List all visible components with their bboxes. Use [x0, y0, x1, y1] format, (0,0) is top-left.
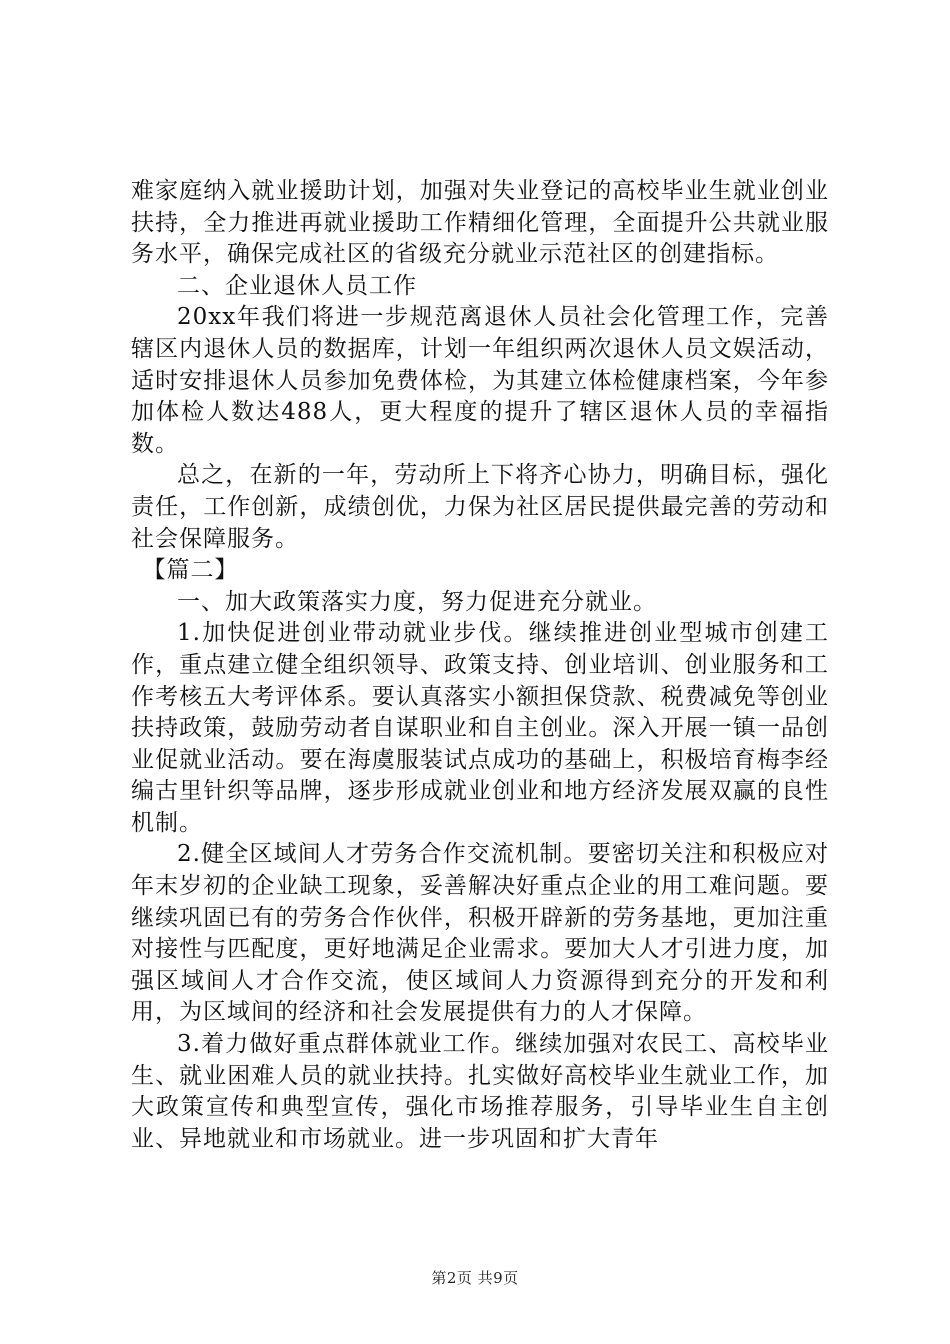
chapter-heading: 【篇二】: [142, 557, 239, 584]
paragraph-summary: 总之，在新的一年，劳动所上下将齐心协力，明确目标，强化责任，工作创新，成绩创优，力保为社区居民提供最完善的劳动和社会保障服务。: [131, 462, 829, 552]
section-heading-retirees: 二、企业退休人员工作: [177, 272, 417, 299]
document-body: [131, 176, 829, 1155]
section-heading-policy: 一、加大政策落实力度，努力促进充分就业。: [177, 588, 657, 615]
paragraph-1: 难家庭纳入就业援助计划，加强对失业登记的高校毕业生就业创业扶持，全力推进再就业援助工作精细化管理，全面提升公共就业服务水平，确保完成社区的省级充分就业示范社区的创建指标。: [131, 178, 829, 268]
page-footer: 第2页 共9页: [431, 1269, 519, 1287]
paragraph-item-3: 3.着力做好重点群体就业工作。继续加强对农民工、高校毕业生、就业困难人员的就业扶持。扎实做好高校毕业生就业工作，加大政策宣传和典型宣传，强化市场推荐服务，引导毕业生自主创业、异地就业和市场就业。进一步巩固和扩大青年: [131, 1031, 829, 1152]
paragraph-item-2: 2.健全区域间人才劳务合作交流机制。要密切关注和积极应对年末岁初的企业缺工现象，妥善解决好重点企业的用工难问题。要继续巩固已有的劳务合作伙伴，积极开辟新的劳务基地，更加注重对接性与匹配度，更好地满足企业需求。要加大人才引进力度，加强区域间人才合作交流，使区域间人力资源得到充分的开发和利用，为区域间的经济和社会发展提供有力的人才保障。: [131, 841, 829, 1026]
paragraph-item-1: 1.加快促进创业带动就业步伐。继续推进创业型城市创建工作，重点建立健全组织领导、政策支持、创业培训、创业服务和工作考核五大考评体系。要认真落实小额担保贷款、税费减免等创业扶持政策，鼓励劳动者自谋职业和自主创业。深入开展一镇一品创业促就业活动。要在海虞服装试点成功的基础上，积极培育梅李经编古里针织等品牌，逐步形成就业创业和地方经济发展双赢的良性机制。: [131, 620, 829, 836]
paragraph-retirees: 20xx年我们将进一步规范离退休人员社会化管理工作，完善辖区内退休人员的数据库，计划一年组织两次退休人员文娱活动，适时安排退休人员参加免费体检，为其建立体检健康档案，今年参加体检人数达488人，更大程度的提升了辖区退休人员的幸福指数。: [131, 304, 829, 457]
